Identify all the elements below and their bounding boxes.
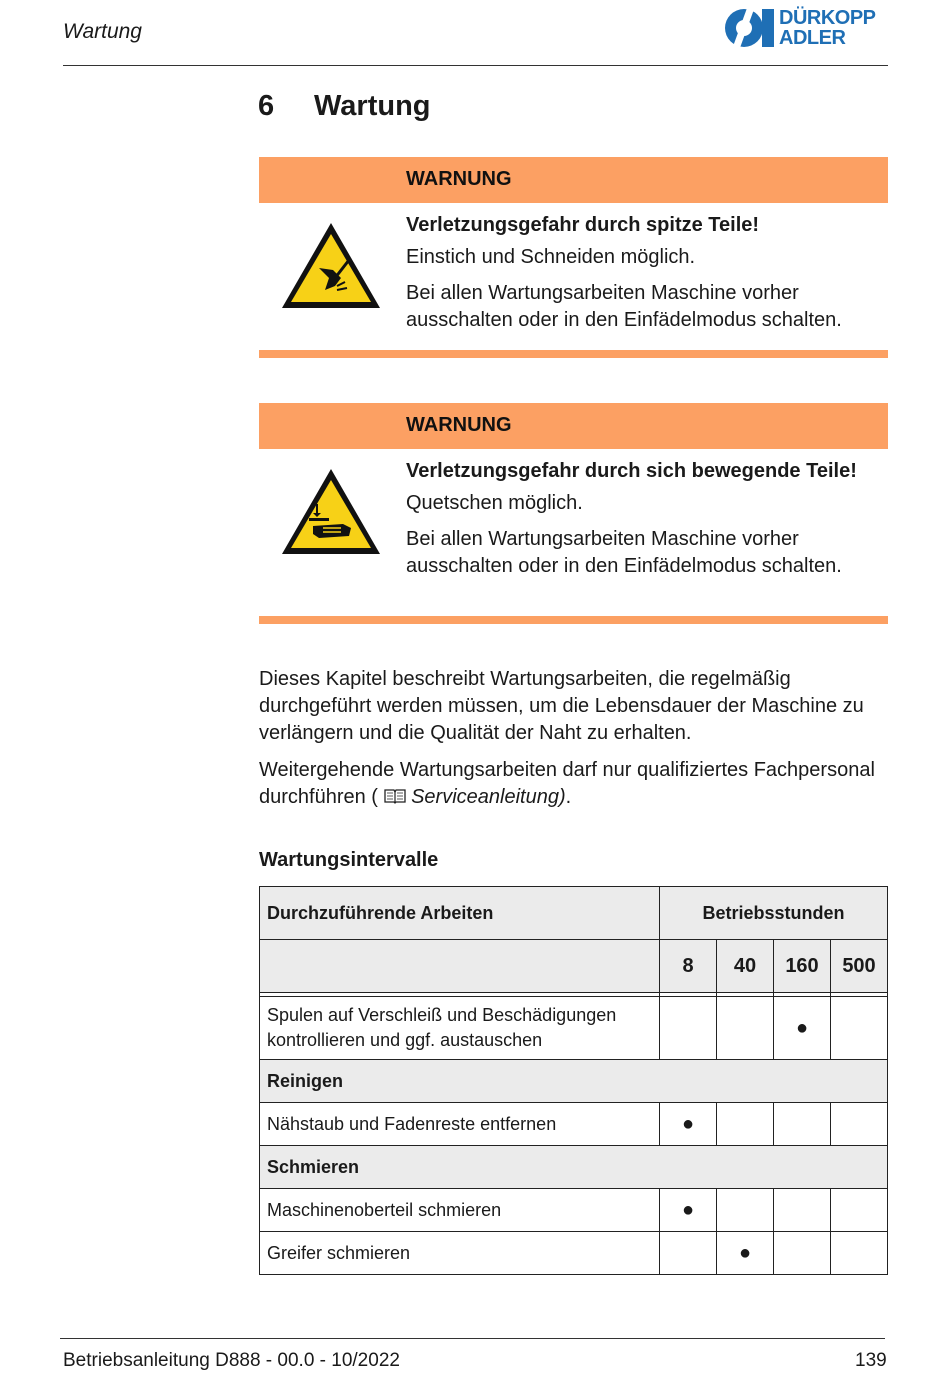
warning-label: WARNUNG [406, 414, 512, 436]
column-header-hours: Betriebsstunden [660, 887, 888, 940]
crushing-hazard-icon [279, 466, 383, 558]
empty-header-cell [260, 940, 660, 993]
interval-mark [717, 1189, 774, 1232]
running-header: Wartung [63, 20, 142, 43]
interval-header: 500 [831, 940, 888, 993]
interval-mark [831, 997, 888, 1060]
interval-mark [717, 997, 774, 1060]
warning-banner [259, 403, 888, 449]
interval-header: 160 [774, 940, 831, 993]
section-label: Schmieren [260, 1146, 888, 1189]
interval-mark [831, 1103, 888, 1146]
interval-mark [660, 997, 717, 1060]
intro-paragraph: Dieses Kapitel beschreibt Wartungsarbeiten, die regelmäßig durchgeführt werden müssen, um die Lebensdauer der Maschine zu verlängern und die Qualität der Naht zu erhalten. [259, 668, 864, 744]
maintenance-interval-table [259, 886, 888, 1275]
logo-mark-icon [724, 6, 778, 50]
interval-mark [831, 1189, 888, 1232]
task-cell: Spulen auf Verschleiß und Beschädigungen kontrollieren und ggf. austauschen [260, 997, 660, 1060]
section-row [260, 1060, 888, 1103]
warning-footer-bar [259, 616, 888, 624]
intro-text [259, 666, 899, 821]
table-row [260, 1103, 888, 1146]
interval-mark [660, 1232, 717, 1275]
interval-mark [774, 1189, 831, 1232]
page-number: 139 [855, 1350, 887, 1371]
interval-header: 8 [660, 940, 717, 993]
interval-mark: ● [717, 1232, 774, 1275]
section-label: Reinigen [260, 1060, 888, 1103]
table-title: Wartungsintervalle [259, 849, 439, 871]
interval-mark: ● [660, 1103, 717, 1146]
interval-mark [717, 1103, 774, 1146]
warning-heading: Verletzungsgefahr durch spitze Teile! [406, 214, 760, 236]
warning-banner [259, 157, 888, 203]
footer-rule [60, 1338, 885, 1339]
column-header-task: Durchzuführende Arbeiten [260, 887, 660, 940]
interval-mark: ● [660, 1189, 717, 1232]
table-row [260, 997, 888, 1060]
interval-mark [774, 1232, 831, 1275]
table-header-row [260, 887, 888, 940]
warning-line: Quetschen möglich. [406, 492, 583, 514]
warning-instruction: Bei allen Wartungsarbeiten Maschine vorher ausschalten oder in den Einfädelmodus schalten. [406, 282, 842, 331]
service-manual-reference[interactable]: Serviceanleitung) [411, 786, 566, 808]
interval-header-row [260, 940, 888, 993]
chapter-title: Wartung [314, 90, 431, 122]
intro-paragraph-2: Weitergehende Wartungsarbeiten darf nur qualifiziertes Fachpersonal durchführen ( Serviceanleitung). [259, 759, 875, 808]
book-icon [384, 788, 406, 804]
interval-header: 40 [717, 940, 774, 993]
chapter-number: 6 [258, 90, 275, 122]
table-row [260, 1189, 888, 1232]
section-row [260, 1146, 888, 1189]
warning-body [406, 458, 896, 580]
interval-mark: ● [774, 997, 831, 1060]
warning-footer-bar [259, 350, 888, 358]
task-cell: Greifer schmieren [260, 1232, 660, 1275]
warning-label: WARNUNG [406, 168, 512, 190]
warning-body [406, 212, 896, 334]
interval-mark [831, 1232, 888, 1275]
interval-mark [774, 1103, 831, 1146]
cutting-hazard-icon [279, 220, 383, 312]
chapter-heading [258, 90, 431, 123]
logo-line2: ADLER [779, 27, 846, 49]
warning-heading: Verletzungsgefahr durch sich bewegende Teile! [406, 460, 857, 482]
footer-document-id: Betriebsanleitung D888 - 00.0 - 10/2022 [63, 1350, 400, 1371]
task-cell: Nähstaub und Fadenreste entfernen [260, 1103, 660, 1146]
brand-logo [724, 6, 890, 50]
warning-line: Einstich und Schneiden möglich. [406, 246, 696, 268]
task-cell: Maschinenoberteil schmieren [260, 1189, 660, 1232]
header-rule [63, 65, 888, 66]
logo-line1: DÜRKOPP [779, 7, 876, 29]
table-row [260, 1232, 888, 1275]
warning-instruction: Bei allen Wartungsarbeiten Maschine vorher ausschalten oder in den Einfädelmodus schalten. [406, 528, 842, 577]
